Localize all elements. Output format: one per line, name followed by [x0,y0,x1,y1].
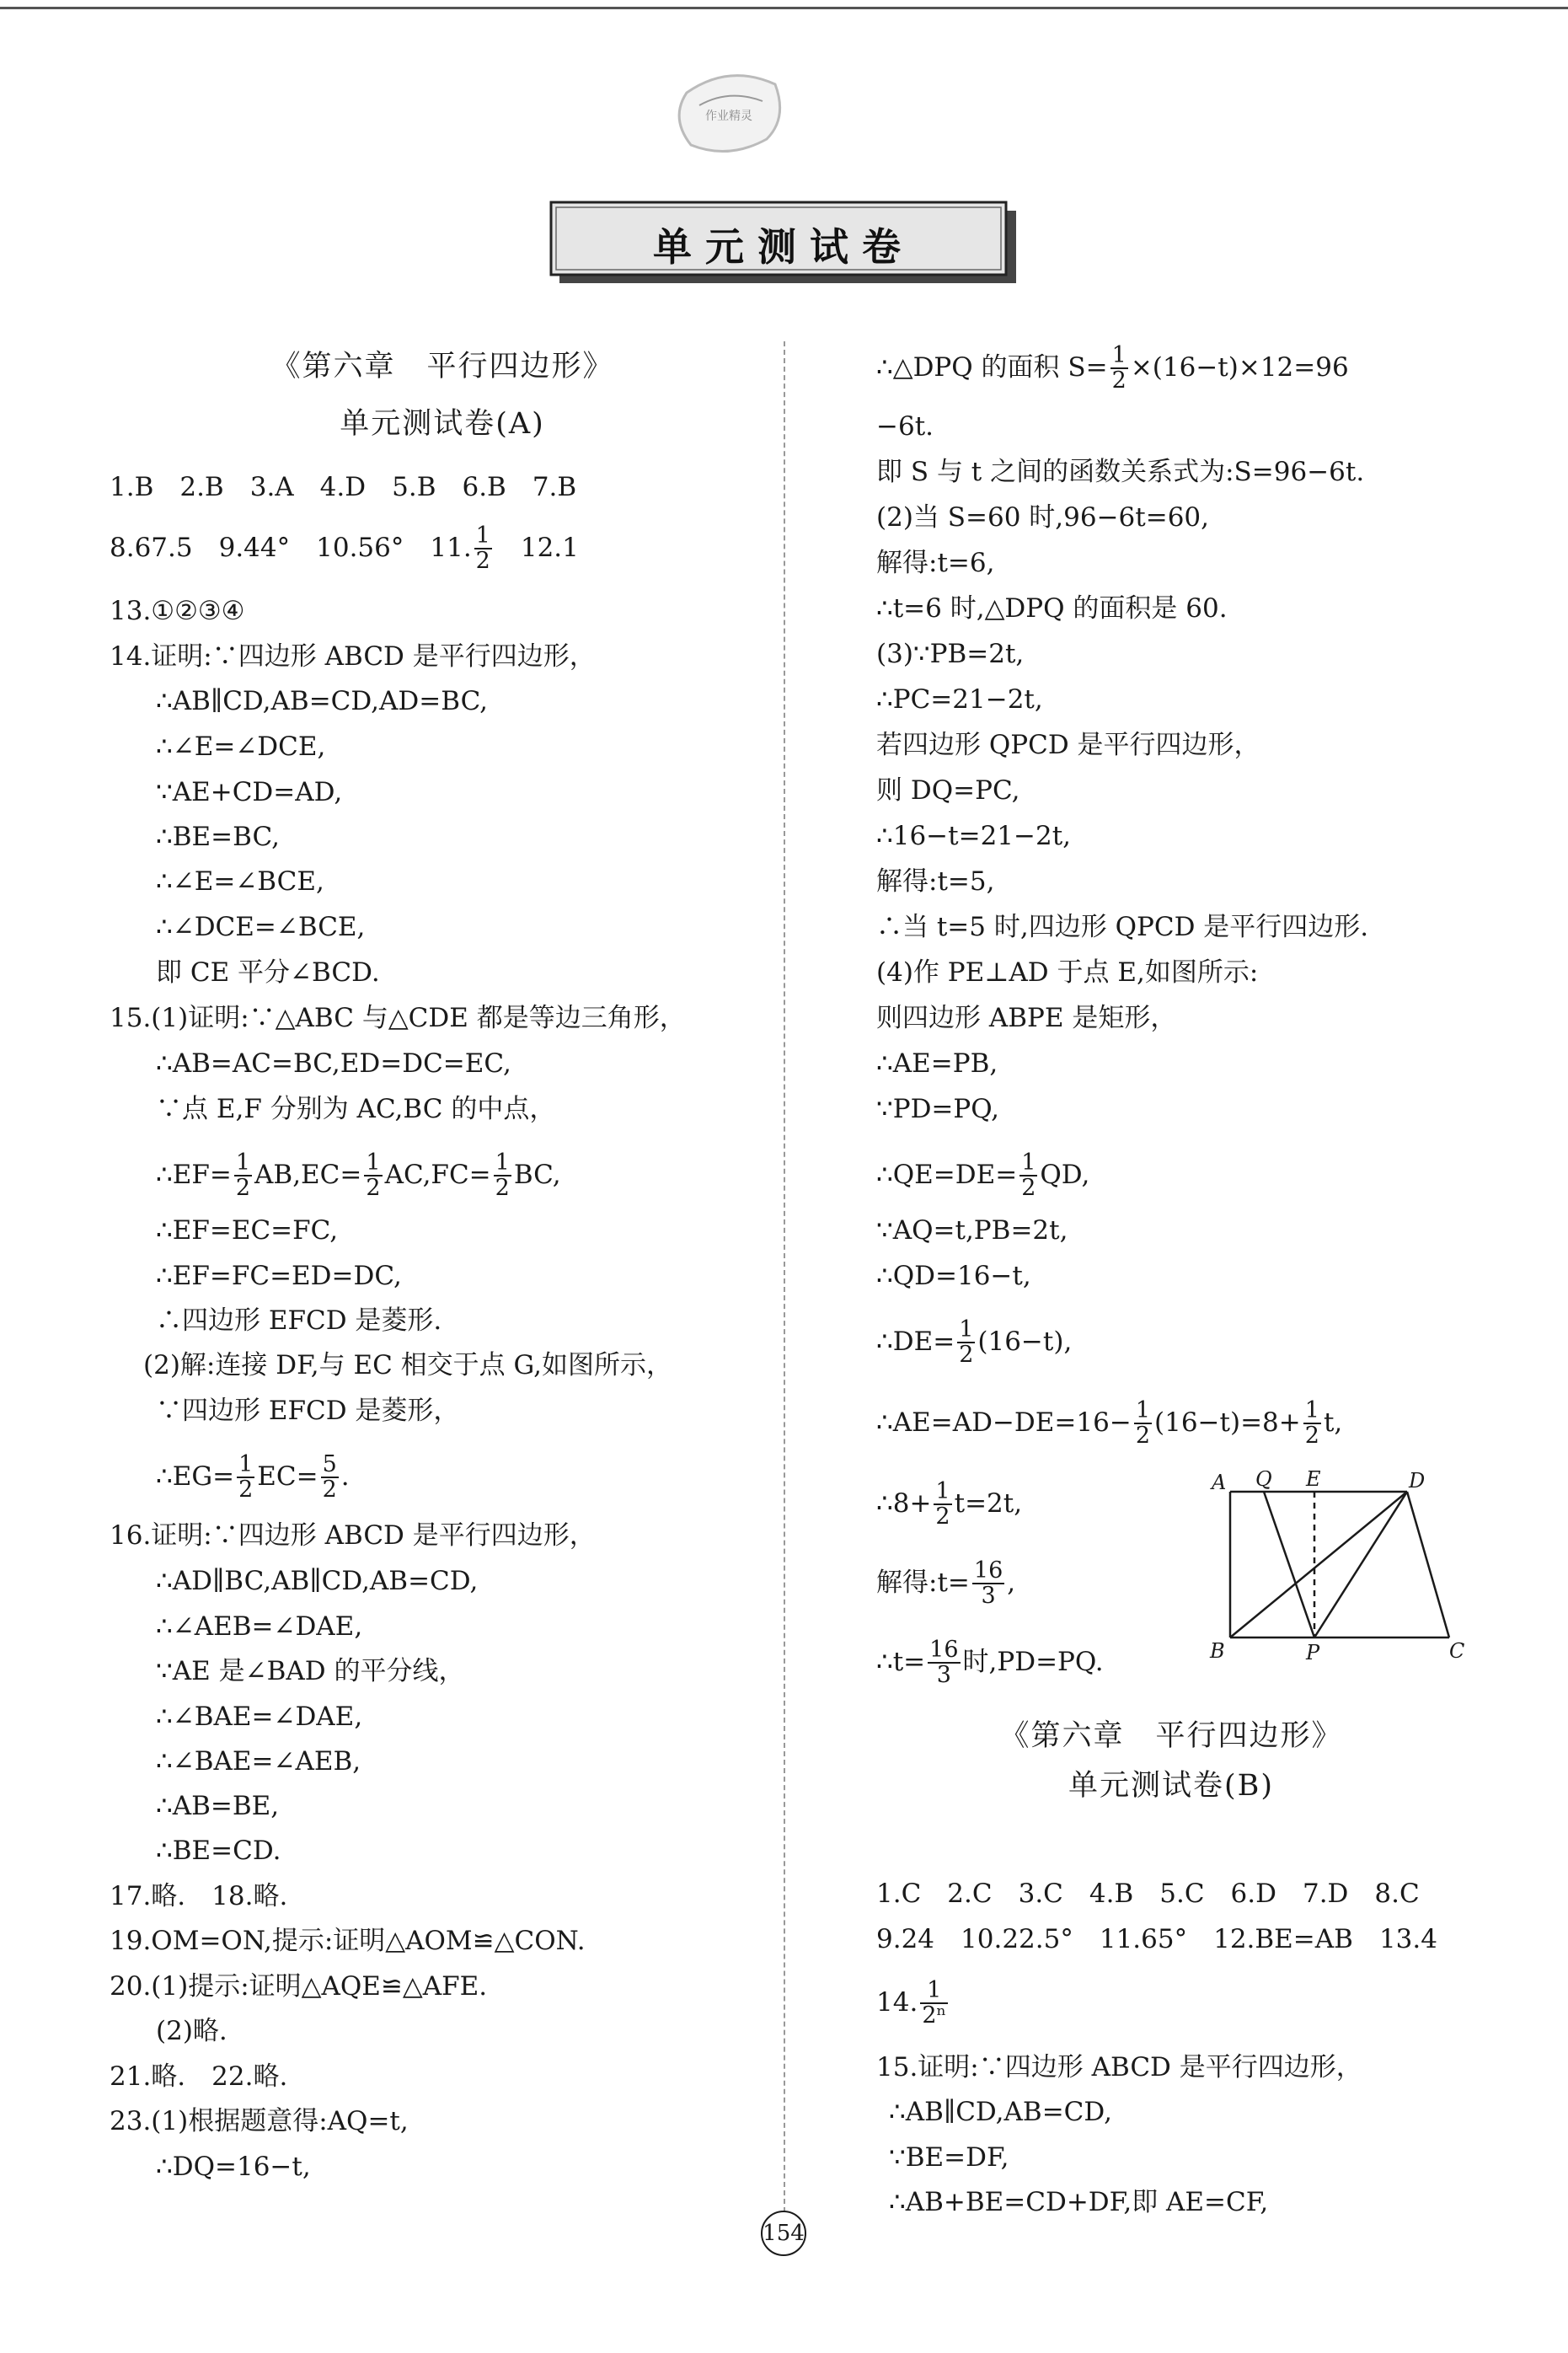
answer-line: ∴EF=FC=ED=DC, [156,1261,402,1291]
answer-line: ∴∠BAE=∠DAE, [156,1702,363,1732]
figure-label: P [1306,1641,1320,1664]
section-b-title: 《第六章 平行四边形》 [999,1719,1343,1753]
answer-line: ∴EG= $\frac{1}{2}$ EC= $\frac{5}{2}$ . [156,1451,350,1503]
answer-line: ∴QD=16−t, [876,1261,1031,1291]
answer-line: ∵AQ=t,PB=2t, [876,1215,1068,1246]
answer-line: ∴EF= $\frac{1}{2}$ AB,EC= $\frac{1}{2}$ AC,FC= $\frac{1}{2}$ BC, [156,1150,561,1202]
answer-line: −6t. [876,411,934,442]
answer-line: ∴BE=BC, [156,822,280,852]
answer-line: ∴AE=PB, [876,1048,998,1079]
answer-line: ∴DQ=16−t, [156,2152,311,2182]
answer-line: 解得:t=6, [876,548,995,578]
answer-line: 15.证明:∵四边形 ABCD 是平行四边形， [876,2052,1362,2082]
answer-line: ∴∠BAE=∠AEB, [156,1746,361,1777]
answer-line: 23.(1)根据题意得:AQ=t, [110,2106,409,2136]
answer-line: 则 DQ=PC, [876,775,1020,806]
answer-line: ∴当 t=5 时,四边形 QPCD 是平行四边形. [876,912,1369,942]
answer-line: ∴AD∥BC,AB∥CD,AB=CD, [156,1566,479,1596]
segment-dc [1407,1492,1449,1637]
answer-line: 1.C 2.C 3.C 4.B 5.C 6.D 7.D 8.C [876,1879,1420,1909]
answer-line: 解得:t=5, [876,866,995,897]
answer-line: ∴t= $\frac{16}{3}$ 时,PD=PQ. [876,1637,1104,1689]
answer-line: 8.67.5 9.44° 10.56° 11. $\frac{1}{2}$ 12.1 [110,523,579,575]
answer-line: ∴AB=AC=BC,ED=DC=EC, [156,1048,511,1079]
answer-line: ∴t=6 时,△DPQ 的面积是 60. [876,593,1228,624]
answer-line: ∴△DPQ 的面积 S= $\frac{1}{2}$ ×(16−t)×12=96 [876,342,1349,394]
figure-label: Q [1255,1471,1272,1491]
column-divider [784,341,785,2212]
answer-line: 16.证明:∵四边形 ABCD 是平行四边形， [110,1520,596,1551]
figure-label: E [1306,1471,1321,1491]
answer-line: 20.(1)提示:证明△AQE≌△AFE. [110,1971,488,2002]
answer-line: ∴四边形 EFCD 是菱形. [156,1305,442,1336]
segment-qp [1264,1492,1314,1637]
answer-line: 13.①②③④ [110,596,245,626]
answer-line: (2)略. [156,2016,227,2046]
answer-line: ∴AB=BE, [156,1791,280,1821]
figure-label: B [1210,1639,1225,1663]
answer-line: ∴AB∥CD,AB=CD,AD=BC, [156,686,489,716]
top-rule [0,7,1568,9]
answer-line: 1.B 2.B 3.A 4.D 5.B 6.B 7.B [110,472,577,502]
answer-line: 14.证明:∵四边形 ABCD 是平行四边形， [110,641,596,672]
answer-line: (2)当 S=60 时,96−6t=60, [876,502,1210,533]
answer-line: (2)解:连接 DF,与 EC 相交于点 G,如图所示， [143,1350,673,1380]
answer-line: 14. $\frac{1}{\text{2ⁿ}}$ [876,1977,947,2029]
page-title: 单元测试卷 [653,224,914,270]
answer-line: (3)∵PB=2t, [876,639,1025,669]
segment-dp [1314,1492,1407,1637]
section-a-subtitle: 单元测试卷(A) [340,407,545,441]
answer-line: 解得:t= $\frac{16}{3}$ , [876,1557,1016,1610]
answer-line: ∴∠DCE=∠BCE, [156,912,366,942]
answer-line: ∵AE+CD=AD, [156,777,343,807]
answer-line: ∵BE=DF, [889,2142,1009,2173]
answer-line: ∴AB+BE=CD+DF,即 AE=CF, [889,2187,1269,2217]
answer-line: ∵点 E,F 分别为 AC,BC 的中点， [156,1094,556,1124]
answer-line: 即 S 与 t 之间的函数关系式为:S=96−6t. [876,457,1365,487]
logo-text: 作业精灵 [705,110,752,123]
figure-label: C [1449,1639,1465,1663]
answer-line: ∴16−t=21−2t, [876,821,1072,851]
answer-line: ∴AB∥CD,AB=CD, [889,2097,1112,2127]
logo-icon [666,67,792,160]
answer-line: ∵PD=PQ, [876,1094,999,1124]
section-a-title: 《第六章 平行四边形》 [270,350,614,383]
answer-line: ∵AE 是∠BAD 的平分线， [156,1656,465,1686]
answer-line: ∴EF=EC=FC, [156,1215,339,1246]
answer-line: 17.略. 18.略. [110,1881,288,1911]
answer-line: (4)作 PE⊥AD 于点 E,如图所示: [876,957,1259,988]
answer-line: 21.略. 22.略. [110,2061,288,2092]
answer-line: 9.24 10.22.5° 11.65° 12.BE=AB 13.4 [876,1924,1437,1954]
answer-line: 若四边形 QPCD 是平行四边形， [876,730,1260,760]
answer-line: 19.OM=ON,提示:证明△AOM≌△CON. [110,1926,586,1956]
segment-bd [1230,1492,1407,1637]
answer-line: ∴∠E=∠DCE, [156,732,326,762]
answer-line: ∴∠AEB=∠DAE, [156,1611,363,1642]
answer-line: 则四边形 ABPE 是矩形， [876,1003,1177,1033]
page-number: 154 [763,2221,805,2246]
answer-line: 15.(1)证明:∵△ABC 与△CDE 都是等边三角形， [110,1003,686,1033]
answer-line: ∴8+ $\frac{1}{2}$ t=2t, [876,1478,1023,1530]
answer-line: ∴DE= $\frac{1}{2}$ (16−t), [876,1316,1073,1369]
answer-line: ∵四边形 EFCD 是菱形， [156,1396,460,1426]
answer-line: ∴∠E=∠BCE, [156,866,324,897]
figure-label: D [1409,1471,1426,1493]
answer-line: ∴BE=CD. [156,1836,281,1866]
answer-line: ∴AE=AD−DE=16− $\frac{1}{2}$ (16−t)=8+ $\frac{1}{2}$ t, [876,1397,1343,1450]
answer-line: 即 CE 平分∠BCD. [156,957,380,988]
answer-line: ∴PC=21−2t, [876,684,1043,715]
figure-label: A [1212,1471,1227,1494]
section-b-subtitle: 单元测试卷(B) [1068,1769,1275,1803]
answer-line: ∴QE=DE= $\frac{1}{2}$ QD, [876,1150,1090,1202]
trapezoid-figure [1196,1471,1474,1664]
